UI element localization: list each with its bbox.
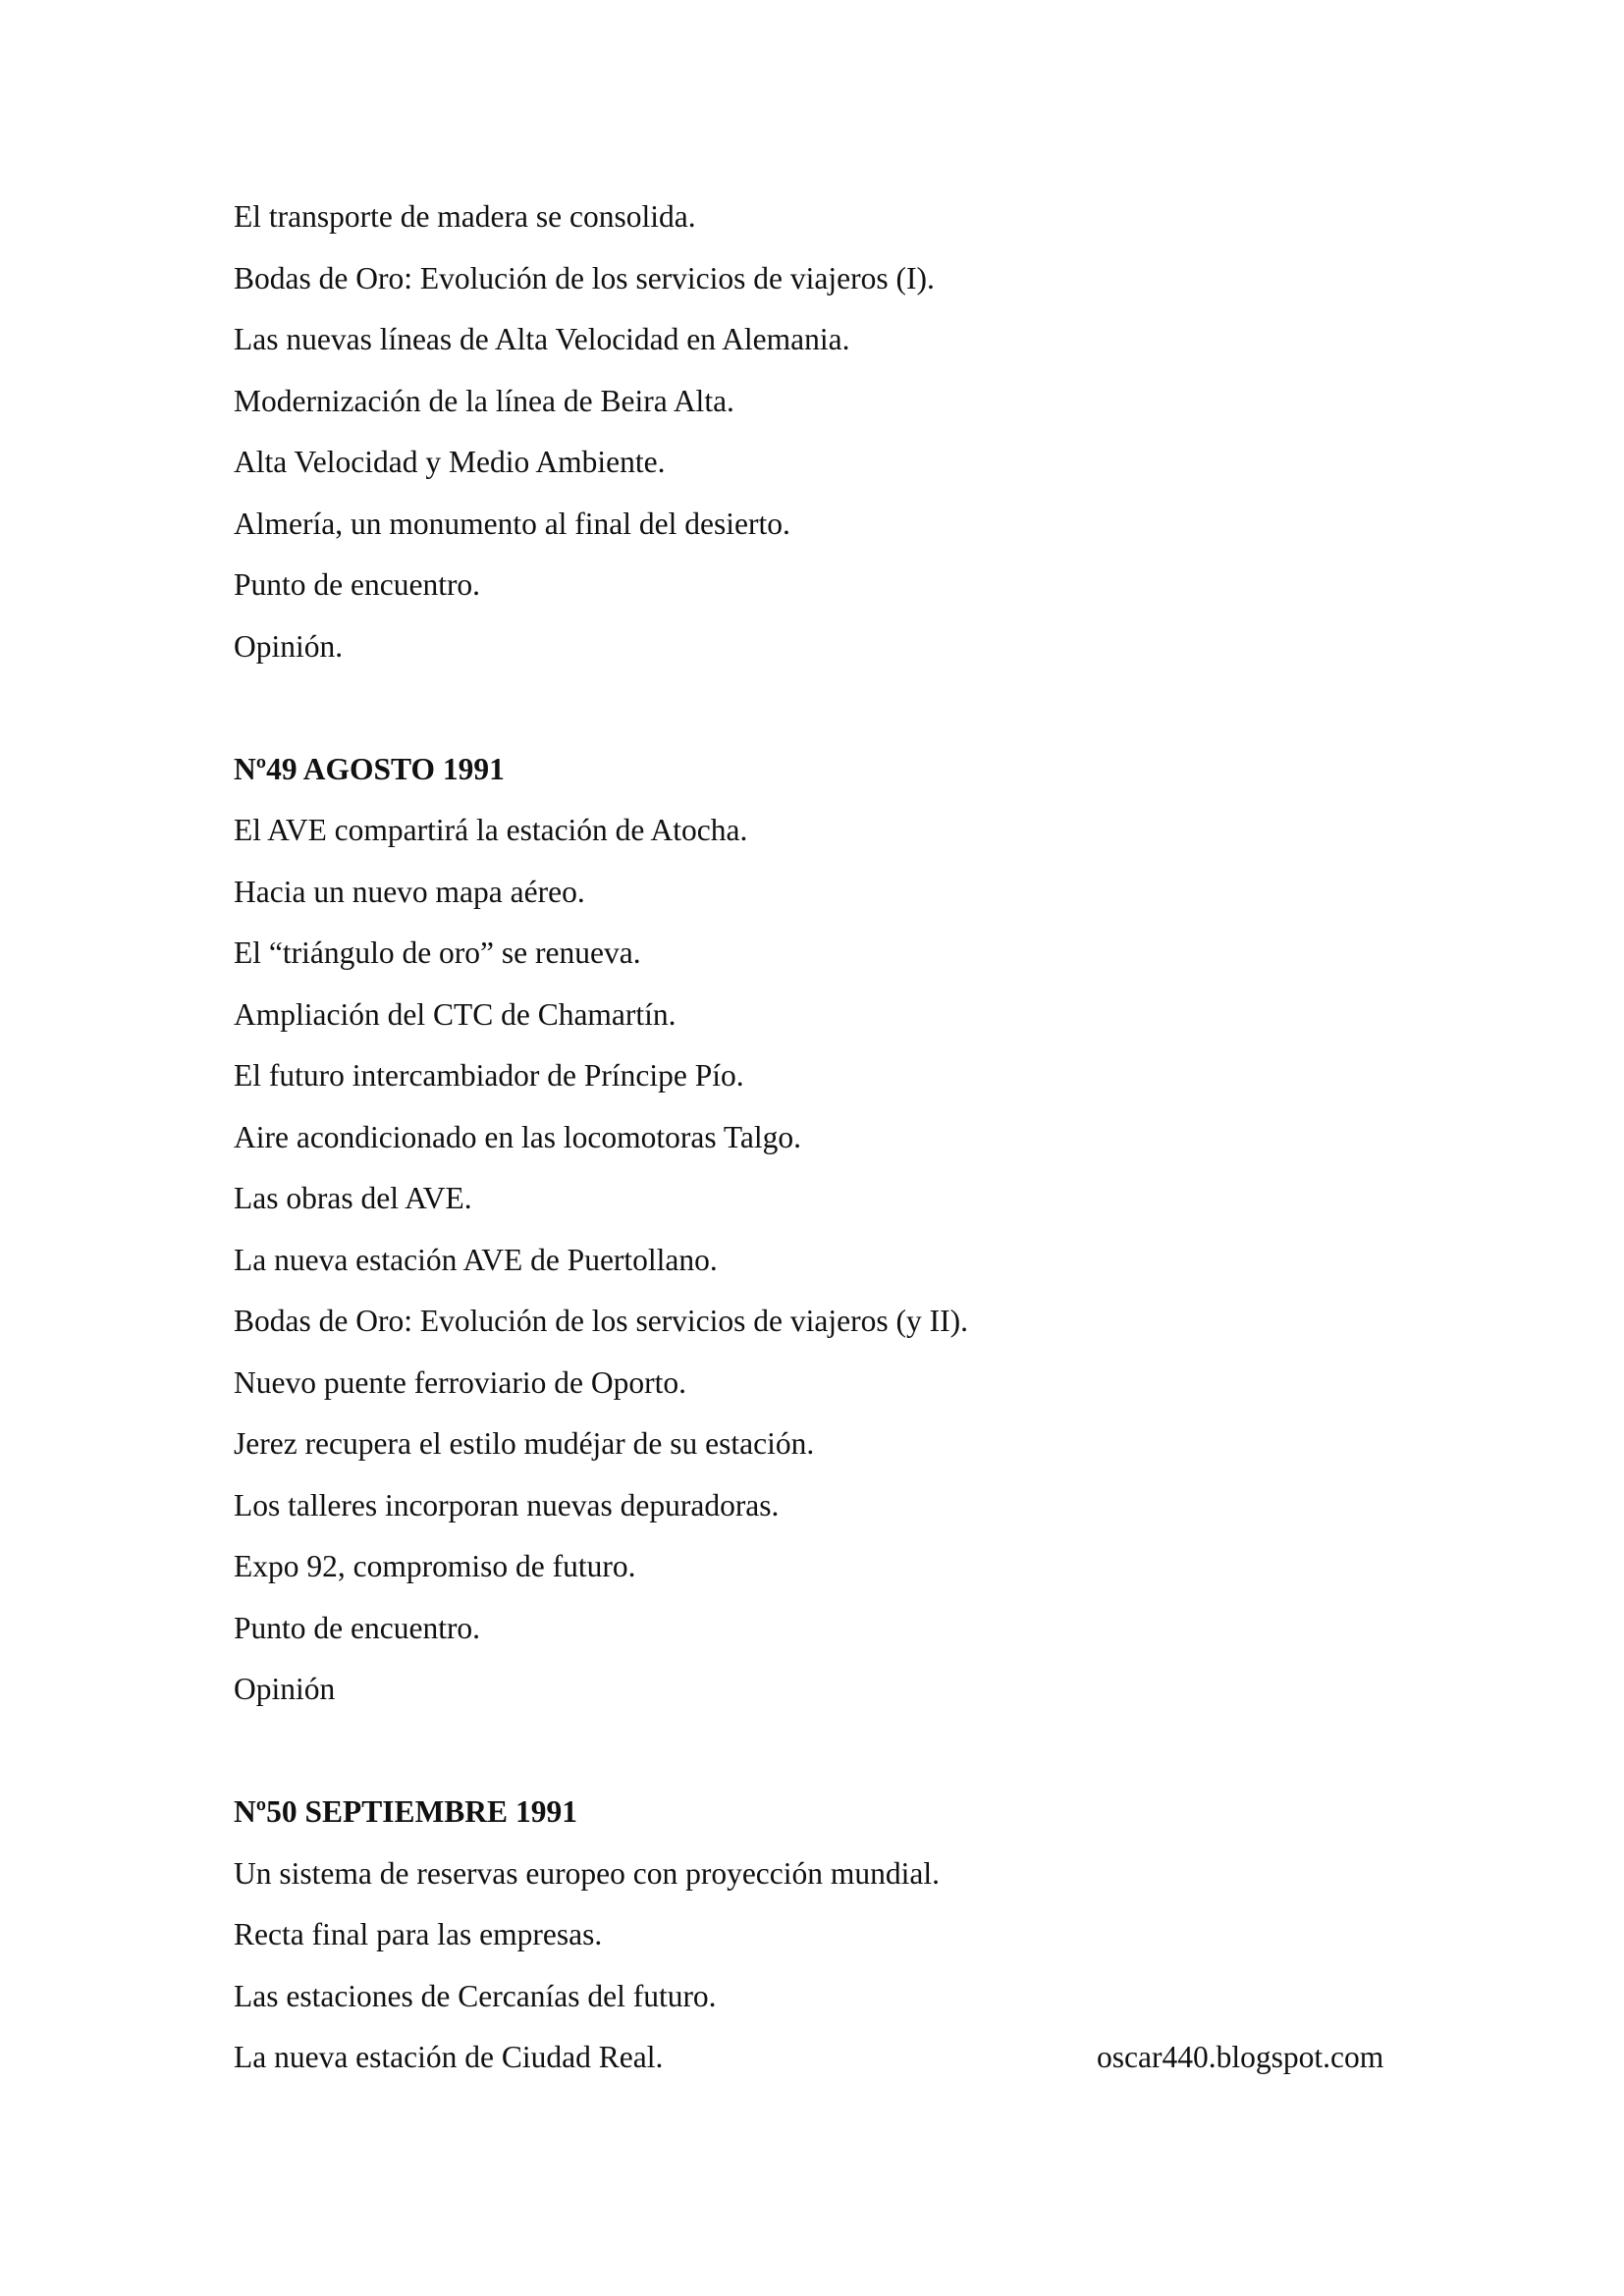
list-item: Bodas de Oro: Evolución de los servicios de viajeros (y II). [234,1304,968,1338]
blog-url-footer: oscar440.blogspot.com [1097,2040,1384,2074]
list-item: Un sistema de reservas europeo con proyección mundial. [234,1855,941,1891]
list-item: Opinión. [234,628,344,664]
list-item: Ampliación del CTC de Chamartín. [234,996,677,1032]
list-item-row [234,2027,1412,2089]
list-item: Punto de encuentro. [234,567,481,602]
issue-50-section [234,1782,1412,2089]
list-item: Las obras del AVE. [234,1181,472,1215]
list-item: Punto de encuentro. [234,1610,481,1645]
list-item: Expo 92, compromiso de futuro. [234,1549,636,1583]
list-item: Opinión [234,1672,336,1706]
list-item: La nueva estación de Ciudad Real. [234,2040,664,2074]
list-item: El futuro intercambiador de Príncipe Pío. [234,1058,744,1093]
document-page [234,187,1412,2089]
list-item: El AVE compartirá la estación de Atocha. [234,813,748,847]
list-item: Las estaciones de Cercanías del futuro. [234,1978,717,2013]
list-item: Las nuevas líneas de Alta Velocidad en Alemania. [234,322,850,356]
list-item: Los talleres incorporan nuevas depuradoras. [234,1487,780,1522]
article-list-previous [234,187,1412,677]
section-spacer [234,1721,1412,1783]
list-item: Alta Velocidad y Medio Ambiente. [234,445,666,479]
list-item: Nuevo puente ferroviario de Oporto. [234,1364,686,1400]
list-item: Almería, un monumento al final del desierto. [234,506,790,541]
list-item: Aire acondicionado en las locomotoras Talgo. [234,1119,802,1154]
list-item: El transporte de madera se consolida. [234,199,696,234]
issue-heading: Nº49 AGOSTO 1991 [234,751,505,786]
list-item: Modernización de la línea de Beira Alta. [234,383,734,418]
list-item: Jerez recupera el estilo mudéjar de su estación. [234,1426,815,1461]
list-item: Bodas de Oro: Evolución de los servicios de viajeros (I). [234,260,935,295]
list-item: Hacia un nuevo mapa aéreo. [234,874,585,909]
list-item: El “triángulo de oro” se renueva. [234,935,641,970]
section-spacer [234,677,1412,739]
issue-49-section [234,739,1412,1721]
issue-heading: Nº50 SEPTIEMBRE 1991 [234,1794,577,1829]
list-item: Recta final para las empresas. [234,1917,603,1951]
list-item: La nueva estación AVE de Puertollano. [234,1242,718,1277]
